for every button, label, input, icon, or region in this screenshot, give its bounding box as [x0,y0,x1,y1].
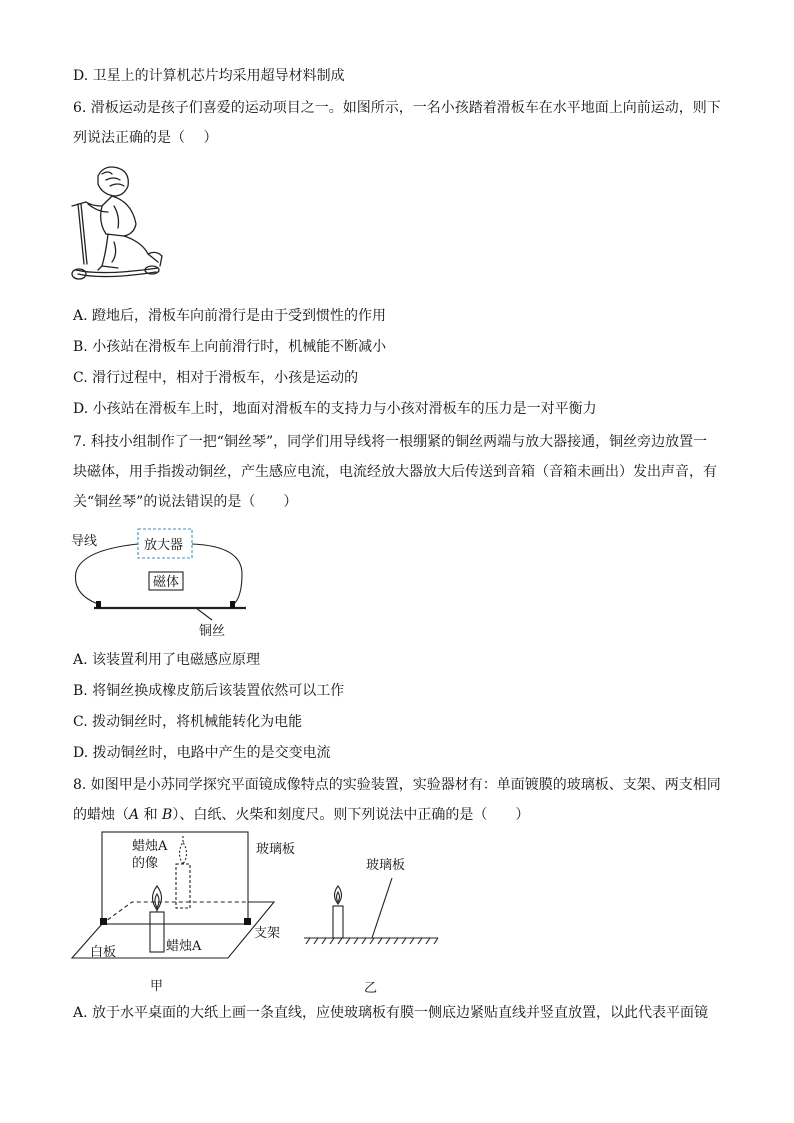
glass-leader-line [372,878,392,938]
ground-hatching [306,938,438,944]
image-label-1: 蜡烛A [132,839,168,854]
q8-figure-jia [68,830,308,998]
left-wire [75,544,138,604]
amplifier-label: 放大器 [144,538,184,553]
q8-variable-a: A [129,807,140,823]
figure-yi-caption: 乙 [364,981,378,996]
q6-stem-line1: 6. 滑板运动是孩子们喜爱的运动项目之一。如图所示，一名小孩踏着滑板车在水平地面上向前运动，则下 [73,100,721,116]
q7-option-c: C. 拨动铜丝时，将机械能转化为电能 [73,714,303,730]
magnet-label: 磁体 [153,575,180,590]
copper-leader-line [196,608,212,620]
q7-copper-harp-figure [66,524,266,642]
q6-option-b: B. 小孩站在滑板车上向前滑行时，机械能不断减小 [73,339,387,355]
side-view-diagram [300,850,442,998]
right-wire [192,544,242,604]
board-label: 白板 [90,945,117,960]
q6-option-c: C. 滑行过程中，相对于滑板车，小孩是运动的 [73,370,359,386]
right-stand [244,918,251,925]
copper-harp-diagram [66,524,266,642]
q8-variable-b: B [162,807,173,823]
glass-label: 玻璃板 [256,842,296,857]
q8-figure-yi [300,850,442,998]
q8-stem-line2-c: ）、白纸、火柴和刻度尺。则下列说法中正确的是（ ） [172,807,530,823]
board-back-edge [102,902,248,924]
candle-label: 蜡烛A [166,939,202,954]
q6-stem-line2: 列说法正确的是（ ） [73,130,218,146]
left-terminal [96,601,101,608]
q6-option-a: A. 蹬地后，滑板车向前滑行是由于受到惯性的作用 [73,308,387,324]
right-terminal [230,601,235,608]
child-on-scooter-illustration [62,162,172,290]
image-flame [180,842,187,864]
q5-option-d: D. 卫星上的计算机芯片均采用超导材料制成 [73,68,345,84]
q6-option-d: D. 小孩站在滑板车上时，地面对滑板车的支持力与小孩对滑板车的压力是一对平衡力 [73,401,597,417]
q6-scooter-figure [62,162,172,290]
side-glass-label: 玻璃板 [366,858,406,873]
wire-label: 导线 [71,534,98,549]
image-candle [176,864,190,908]
q7-stem-line2: 块磁体，用手指拨动铜丝，产生感应电流，电流经放大器放大后传送到音箱（音箱未画出）发出声音，有 [73,464,717,480]
glass-plate [102,832,248,924]
q7-option-b: B. 将铜丝换成橡皮筋后该装置依然可以工作 [73,683,345,699]
q7-option-d: D. 拨动铜丝时，电路中产生的是交变电流 [73,745,331,761]
stand-label: 支架 [254,926,281,941]
q8-option-a: A. 放于水平桌面的大纸上画一条直线，应使玻璃板有膜一侧底边紧贴直线并竖直放置，以此代表平面镜 [73,1005,709,1021]
image-label-2: 的像 [132,856,159,871]
q8-stem-line2 [73,805,529,825]
q8-stem-line1: 8. 如图甲是小苏同学探究平面镜成像特点的实验装置，实验器材有：单面镀膜的玻璃板、支架、两支相同 [73,777,721,793]
left-stand [100,918,107,925]
q8-stem-line2-b: 和 [139,807,163,823]
q7-option-a: A. 该装置利用了电磁感应原理 [73,652,261,668]
copper-label: 铜丝 [199,624,226,639]
real-candle [150,912,164,952]
figure-jia-caption: 甲 [150,979,164,994]
q8-stem-line2-a: 的蜡烛（ [73,807,129,823]
real-flame [153,886,162,910]
side-candle [333,906,343,938]
mirror-experiment-diagram [68,830,308,998]
q7-stem-line3: 关“铜丝琴”的说法错误的是（ ） [73,494,298,510]
q7-stem-line1: 7. 科技小组制作了一把“铜丝琴”，同学们用导线将一根绷紧的铜丝两端与放大器接通，铜丝旁边放置一 [73,434,708,450]
